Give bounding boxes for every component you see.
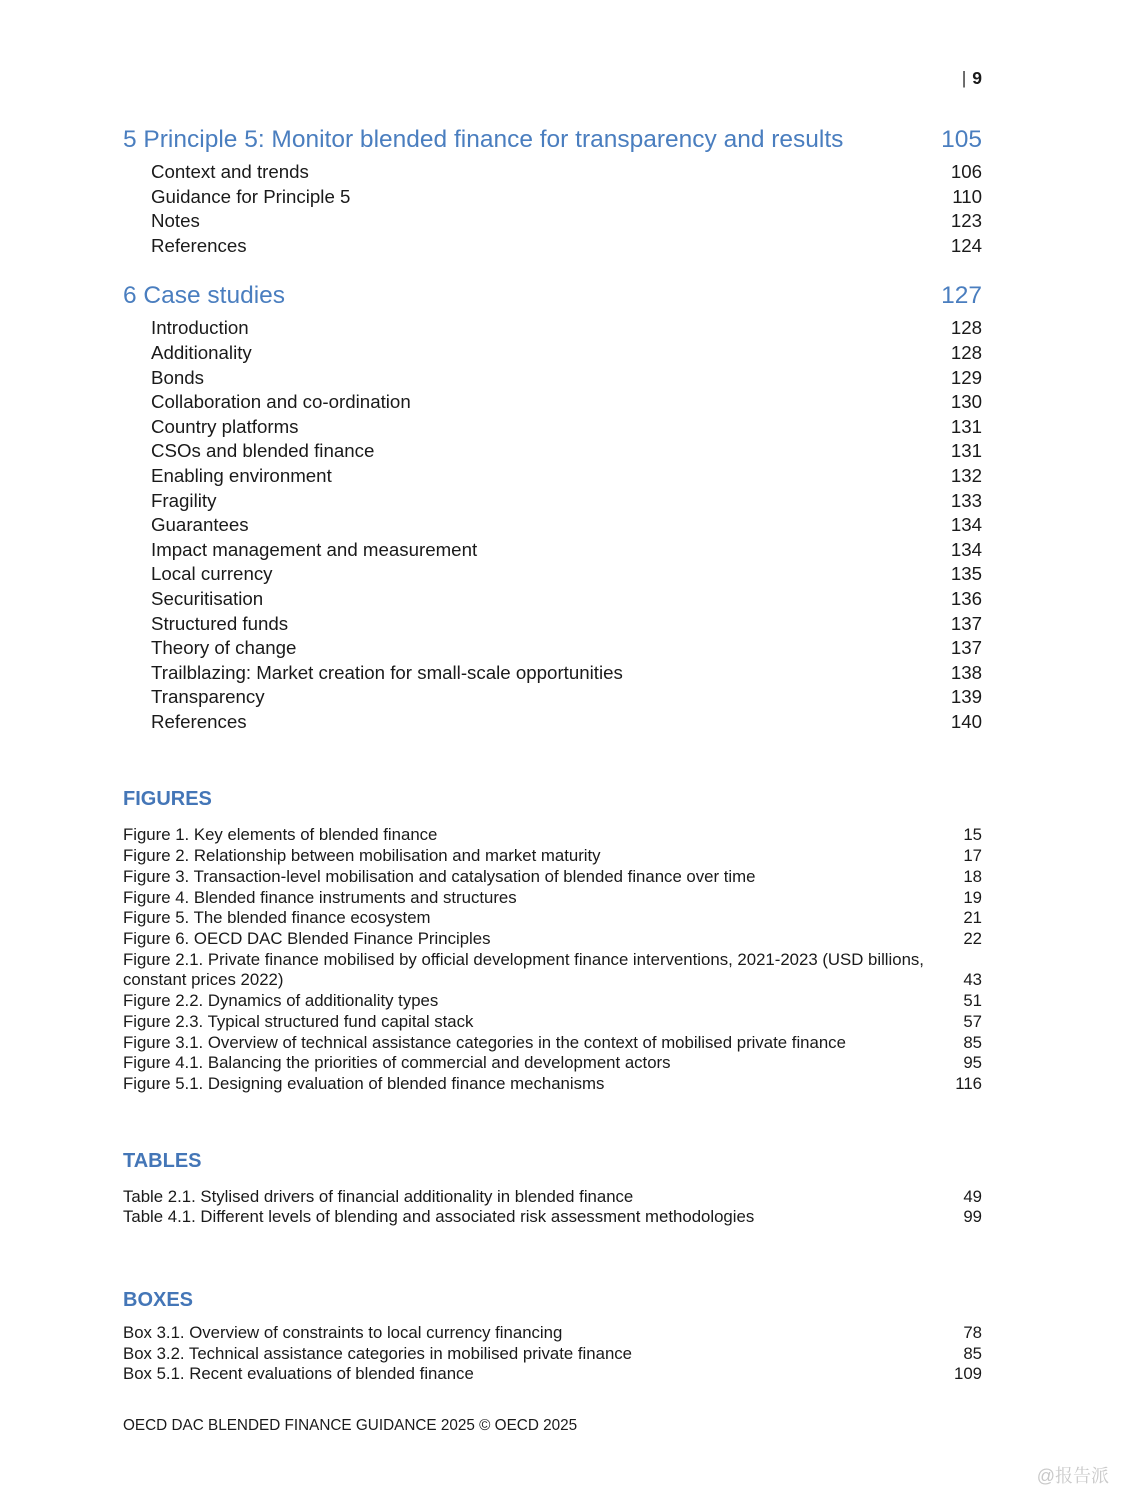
entry-page: 116 — [955, 1073, 982, 1093]
entry-page: 85 — [963, 1032, 982, 1052]
entry-page: 99 — [963, 1207, 982, 1227]
entry-label: Bonds — [151, 366, 204, 388]
boxes-section — [123, 1287, 982, 1385]
entry-page: 78 — [963, 1323, 982, 1343]
entry-page: 22 — [963, 928, 982, 948]
entry-page: 95 — [963, 1053, 982, 1073]
entry-label: Guidance for Principle 5 — [151, 185, 351, 207]
tables-heading: TABLES — [123, 1149, 202, 1172]
entry-label: Guarantees — [151, 514, 249, 536]
table-entry — [123, 1187, 982, 1208]
toc-entry — [123, 209, 982, 234]
figures-list — [123, 825, 982, 1094]
entry-label: Figure 1. Key elements of blended finance — [123, 825, 438, 845]
entry-label: Context and trends — [151, 161, 309, 182]
entry-page: 134 — [950, 514, 982, 536]
figure-entry — [123, 1074, 982, 1095]
entry-page: 15 — [963, 825, 982, 845]
entry-label: Figure 3.1. Overview of technical assistance categories in the context of mobilised private finance — [123, 1032, 846, 1052]
figure-entry — [123, 991, 982, 1012]
entry-page: 51 — [963, 991, 982, 1011]
header-page-number: 9 — [972, 68, 982, 88]
toc-entry — [123, 415, 982, 440]
figure-entry — [123, 1053, 982, 1074]
entry-label: Figure 3. Transaction-level mobilisation and catalysation of blended finance over time — [123, 866, 756, 886]
entry-page: 85 — [963, 1343, 982, 1363]
entry-label: Transparency — [151, 686, 265, 708]
chapter-heading — [123, 280, 982, 312]
figure-entry — [123, 888, 982, 909]
toc-entry — [123, 185, 982, 210]
entry-label: Box 3.1. Overview of constraints to local currency financing — [123, 1323, 563, 1343]
boxes-list — [123, 1323, 982, 1385]
entry-page: 43 — [963, 970, 982, 990]
entry-page: 21 — [963, 908, 982, 928]
entry-page: 19 — [963, 887, 982, 907]
entry-page: 131 — [950, 440, 982, 462]
entry-page: 128 — [950, 341, 982, 363]
toc-entry — [123, 341, 982, 366]
entry-label: CSOs and blended finance — [151, 440, 375, 462]
entry-page: 133 — [950, 489, 982, 511]
entry-page: 18 — [963, 866, 982, 886]
figures-heading: FIGURES — [123, 788, 212, 811]
chapter-title: 6 Case studies — [123, 282, 286, 310]
entry-label: Enabling environment — [151, 464, 332, 486]
entry-label: Additionality — [151, 341, 252, 363]
entry-label: Fragility — [151, 489, 217, 511]
toc-entry — [123, 160, 982, 185]
toc-entry — [123, 710, 982, 735]
figure-entry — [123, 846, 982, 867]
toc-entry — [123, 366, 982, 391]
chapter-case-studies — [123, 280, 982, 734]
entry-label: Local currency — [151, 563, 273, 585]
entry-page: 128 — [950, 317, 982, 339]
toc-entry — [123, 612, 982, 637]
figure-entry — [123, 867, 982, 888]
figure-entry — [123, 950, 982, 991]
chapter-page: 105 — [941, 126, 982, 153]
entry-page: 135 — [950, 563, 982, 585]
entry-label: Theory of change — [151, 637, 297, 659]
figures-section — [123, 786, 982, 1094]
box-entry — [123, 1364, 982, 1385]
entry-label: Introduction — [151, 317, 249, 339]
entry-label: References — [151, 710, 247, 732]
entry-page: 130 — [950, 391, 982, 413]
entry-page: 134 — [950, 538, 982, 560]
toc-entry — [123, 636, 982, 661]
entry-label: Country platforms — [151, 415, 299, 437]
figure-entry — [123, 1033, 982, 1054]
entry-label: Impact management and measurement — [151, 538, 478, 560]
tables-section — [123, 1148, 982, 1228]
toc-entry — [123, 538, 982, 563]
page-header — [123, 68, 982, 90]
figure-entry — [123, 1012, 982, 1033]
entry-page: 138 — [950, 661, 982, 683]
entry-label: Figure 6. OECD DAC Blended Finance Principles — [123, 928, 491, 948]
toc-entry — [123, 316, 982, 341]
entry-page: 17 — [963, 846, 982, 866]
table-entry — [123, 1207, 982, 1228]
entry-label: Figure 5.1. Designing evaluation of blended finance mechanisms — [123, 1073, 605, 1093]
toc-entry — [123, 390, 982, 415]
chapter-items — [123, 316, 982, 734]
toc-entry — [123, 439, 982, 464]
boxes-heading: BOXES — [123, 1289, 194, 1312]
toc-entry — [123, 685, 982, 710]
entry-page: 110 — [952, 185, 982, 207]
header-separator: | — [961, 68, 967, 88]
entry-label: Figure 2.2. Dynamics of additionality types — [123, 991, 439, 1011]
figure-entry — [123, 929, 982, 950]
entry-page: 49 — [963, 1186, 982, 1206]
entry-page: 124 — [950, 234, 982, 256]
entry-page: 129 — [950, 366, 982, 388]
entry-page: 140 — [950, 710, 982, 732]
entry-label: References — [151, 234, 247, 256]
entry-page: 131 — [950, 415, 982, 437]
entry-page: 109 — [954, 1364, 982, 1384]
toc-entry — [123, 661, 982, 686]
entry-label: Notes — [151, 210, 200, 232]
entry-label: Collaboration and co-ordination — [151, 391, 411, 413]
entry-label: Figure 5. The blended finance ecosystem — [123, 908, 431, 928]
entry-label: Table 2.1. Stylised drivers of financial additionality in blended finance — [123, 1186, 634, 1206]
entry-label: Structured funds — [151, 612, 289, 634]
toc-entry — [123, 562, 982, 587]
entry-page: 132 — [950, 464, 982, 486]
entry-page: 123 — [950, 210, 982, 232]
entry-label: Box 3.2. Technical assistance categories in mobilised private finance — [123, 1343, 633, 1363]
chapter-page: 127 — [941, 282, 982, 310]
entry-label: Trailblazing: Market creation for small-scale opportunities — [151, 661, 623, 683]
entry-label: Figure 2.1. Private finance mobilised by official development finance interventions, 2021-2023 (USD billions, constant prices 2022) — [123, 949, 924, 990]
entry-label: Figure 2.3. Typical structured fund capital stack — [123, 1011, 474, 1031]
toc-entry — [123, 464, 982, 489]
entry-label: Securitisation — [151, 587, 264, 609]
entry-label: Box 5.1. Recent evaluations of blended finance — [123, 1364, 474, 1384]
tables-list — [123, 1187, 982, 1228]
chapter-title: 5 Principle 5: Monitor blended finance for transparency and results — [123, 126, 844, 153]
box-entry — [123, 1344, 982, 1365]
watermark: @报告派 — [1036, 1466, 1109, 1486]
chapter-heading — [123, 124, 982, 156]
box-entry — [123, 1323, 982, 1344]
entry-page: 57 — [963, 1011, 982, 1031]
entry-label: Figure 4. Blended finance instruments and structures — [123, 887, 517, 907]
toc-entry — [123, 489, 982, 514]
toc-entry — [123, 234, 982, 259]
entry-page: 139 — [950, 686, 982, 708]
entry-page: 137 — [950, 612, 982, 634]
chapter-items — [123, 160, 982, 258]
entry-label: Table 4.1. Different levels of blending and associated risk assessment methodologies — [123, 1207, 755, 1227]
entry-label: Figure 4.1. Balancing the priorities of commercial and development actors — [123, 1053, 671, 1073]
page-footer: OECD DAC BLENDED FINANCE GUIDANCE 2025 © OECD 2025 — [123, 1417, 578, 1435]
toc-entry — [123, 513, 982, 538]
figure-entry — [123, 825, 982, 846]
toc-entry — [123, 587, 982, 612]
chapter-principle-5 — [123, 124, 982, 258]
figure-entry — [123, 908, 982, 929]
entry-page: 137 — [950, 637, 982, 659]
entry-label: Figure 2. Relationship between mobilisation and market maturity — [123, 846, 601, 866]
entry-page: 106 — [950, 161, 982, 182]
entry-page: 136 — [950, 587, 982, 609]
